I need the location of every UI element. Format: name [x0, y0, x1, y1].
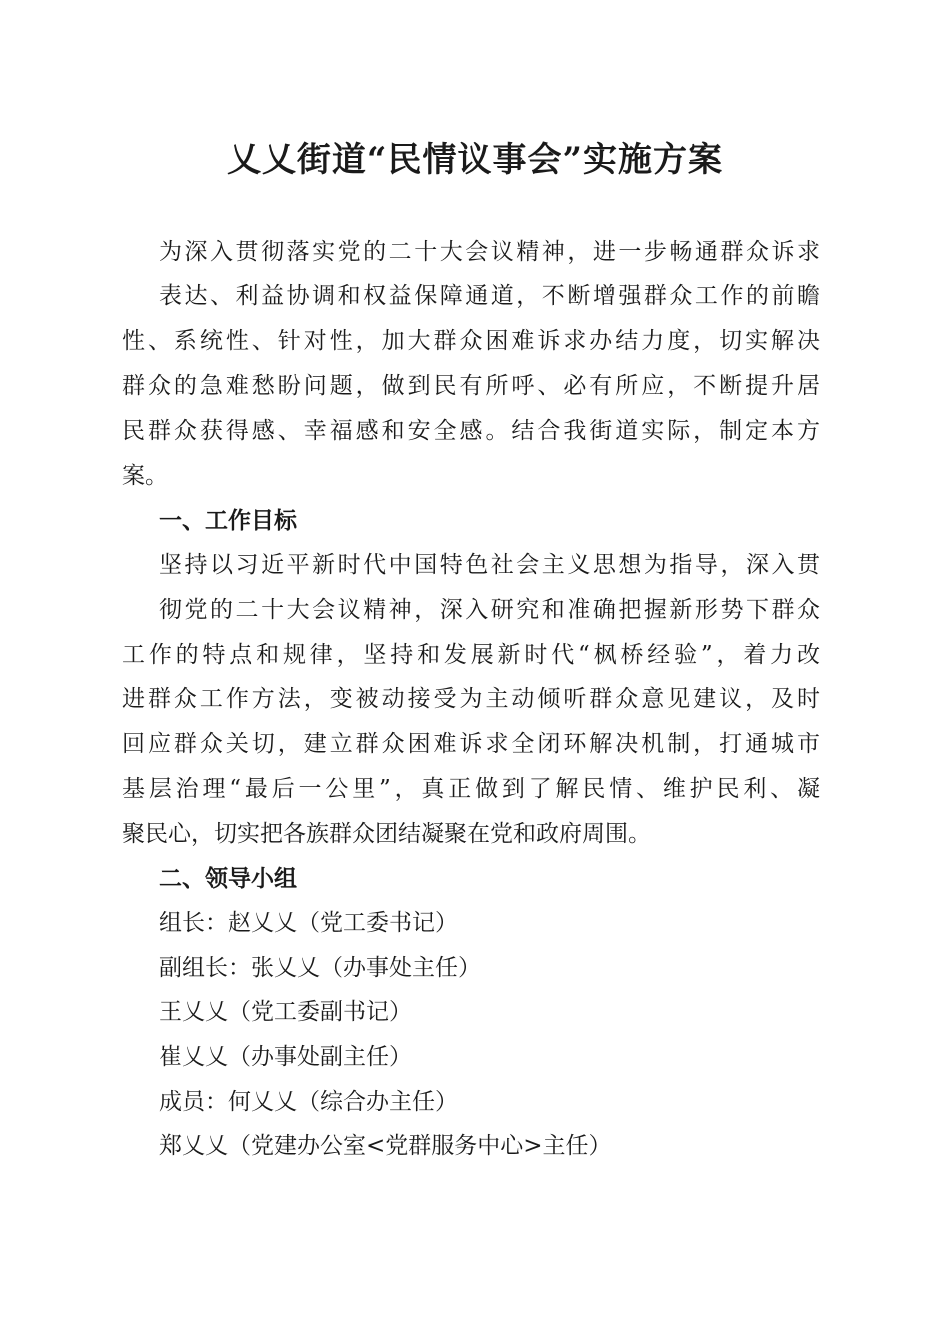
intro-line-5: 民群众获得感、幸福感和安全感。结合我街道实际，制定本方: [122, 418, 820, 444]
leadership-line-5: 成员：何乂乂（综合办主任）: [159, 1089, 458, 1115]
intro-line-1: 为深入贯彻落实党的二十大会议精神，进一步畅通群众诉求: [159, 239, 820, 265]
section-heading-goals: 一、工作目标: [159, 508, 297, 534]
goals-line-2: 彻党的二十大会议精神，深入研究和准确把握新形势下群众: [159, 597, 820, 623]
goals-line-5: 回应群众关切，建立群众困难诉求全闭环解决机制，打通城市: [122, 731, 820, 757]
intro-line-3: 性、系统性、针对性，加大群众困难诉求办结力度，切实解决: [122, 328, 820, 354]
document-title: 乂乂街道“民情议事会”实施方案: [226, 140, 724, 180]
intro-line-4: 群众的急难愁盼问题，做到民有所呼、必有所应，不断提升居: [122, 373, 820, 399]
intro-line-6: 案。: [122, 463, 168, 489]
intro-line-2: 表达、利益协调和权益保障通道，不断增强群众工作的前瞻: [159, 283, 820, 309]
leadership-line-4: 崔乂乂（办事处副主任）: [159, 1044, 412, 1070]
goals-line-3: 工作的特点和规律，坚持和发展新时代“枫桥经验”，着力改: [122, 642, 820, 668]
leadership-line-3: 王乂乂（党工委副书记）: [159, 999, 412, 1025]
leadership-line-1: 组长：赵乂乂（党工委书记）: [159, 910, 458, 936]
goals-line-6: 基层治理“最后一公里”，真正做到了解民情、维护民利、凝: [122, 776, 820, 802]
goals-line-4: 进群众工作方法，变被动接受为主动倾听群众意见建议，及时: [122, 686, 820, 712]
leadership-line-6: 郑乂乂（党建办公室<党群服务中心>主任）: [159, 1133, 612, 1159]
leadership-line-2: 副组长：张乂乂（办事处主任）: [159, 955, 481, 981]
goals-line-1: 坚持以习近平新时代中国特色社会主义思想为指导，深入贯: [159, 552, 820, 578]
goals-line-7: 聚民心，切实把各族群众团结凝聚在党和政府周围。: [122, 821, 651, 847]
section-heading-leadership: 二、领导小组: [159, 866, 297, 892]
